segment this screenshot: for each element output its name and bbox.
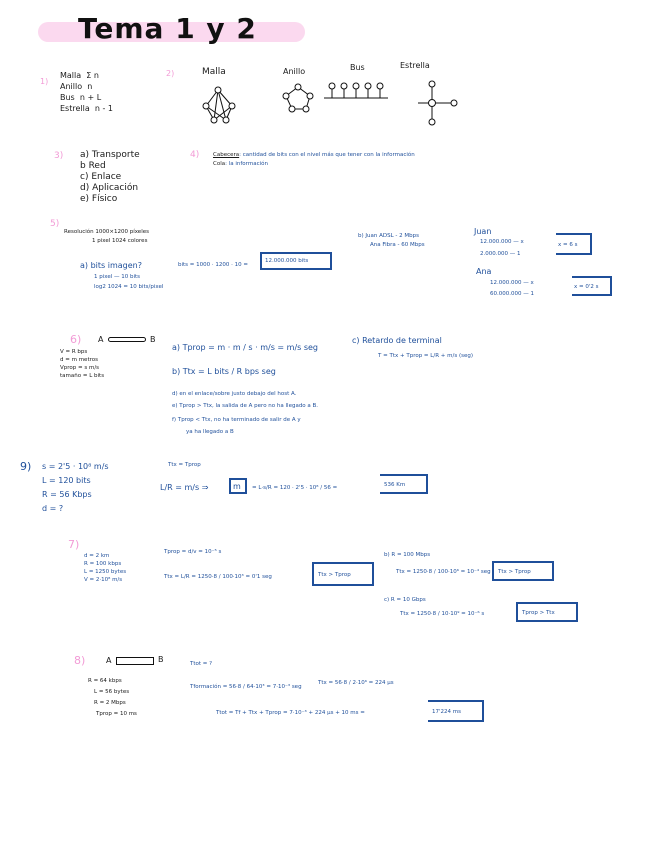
q1-row: Bus n + L (60, 93, 102, 102)
q9-condition: Ttx = Tprop (168, 462, 201, 468)
q1-row: Malla Σ n (60, 71, 99, 80)
q1-list (60, 70, 113, 114)
q5-a-formula: bits = 1000 · 1200 · 10 = (178, 262, 248, 268)
q6-number: 6) (70, 333, 82, 346)
q7-ttx: Ttx = L/R = 1250·8 / 100·10³ = 0'1 seg (164, 574, 272, 580)
topology-label-estrella: Estrella (400, 61, 430, 70)
osi-layer-item: c) Enlace (80, 172, 122, 182)
q6-c-formula: T = Ttx + Tprop = L/R + m/s (seg) (378, 353, 473, 359)
q5-ana-result-box (572, 276, 612, 296)
q8-number: 8) (74, 654, 86, 667)
ring-topology-icon (280, 82, 316, 116)
q6-b: b) Ttx = L bits / R bps seg (172, 367, 276, 376)
q7-c-result-box (516, 602, 578, 622)
osi-layers-list (80, 150, 140, 205)
q8-question: Ttot = ? (190, 661, 213, 667)
star-topology-icon (416, 78, 462, 128)
q7-tprop: Tprop = d/v = 10⁻⁵ s (164, 549, 222, 555)
q4-line-1: Cabecera: cantidad de bits con el nivel más que tener con la información (213, 152, 415, 158)
link-node-b: B (150, 335, 156, 344)
q5-number: 5) (50, 219, 60, 229)
q5-a-result: 12.000.000 bits (265, 258, 309, 264)
mesh-topology-icon (196, 84, 246, 128)
q8-result-box (428, 700, 484, 722)
q5-ana-result: x = 0'2 s (574, 284, 599, 290)
q5-a-result-box (260, 252, 332, 270)
bus-topology-icon (322, 80, 392, 102)
q1-row: Anillo n (60, 82, 93, 91)
link-node-b: B (158, 655, 164, 664)
q6-f-line1: f) Tprop < Ttx, no ha terminado de salir de A y (172, 417, 301, 423)
q7-c-formula: Ttx = 1250·8 / 10·10⁹ = 10⁻⁶ s (400, 611, 485, 617)
q5-juan-label: Juan (474, 227, 492, 236)
q6-a: a) Tprop = m · m / s · m/s = m/s seg (172, 343, 319, 352)
osi-layer-item: d) Aplicación (80, 183, 139, 193)
q9-number: 9) (20, 460, 32, 473)
page-title: Tema 1 y 2 (78, 12, 257, 45)
link-node-a: A (106, 656, 112, 665)
q6-e: e) Tprop > Ttx, la salida de A pero no ha llegado a B. (172, 403, 319, 409)
q8-result: 17'224 ms (432, 709, 461, 715)
q9-given: s = 2'5 · 10⁸ m/s L = 120 bits R = 56 Kbps d = ? (42, 462, 109, 513)
q7-a-result-box (312, 562, 374, 586)
q5-ana-rule-of-three: 12.000.000 — x 60.000.000 — 1 (490, 280, 534, 297)
q2-number: 2) (166, 69, 175, 78)
q5-juan-result: x = 6 s (558, 242, 578, 248)
q9-variable-box: m (229, 478, 247, 494)
topology-label-malla: Malla (202, 67, 226, 77)
osi-layer-item: b Red (80, 161, 106, 171)
q5-juan-result-box (556, 233, 592, 255)
osi-layer-item: a) Transporte (80, 150, 140, 160)
q7-given: d = 2 km R = 100 kbps L = 1250 bytes V = 2·10⁸ m/s (84, 553, 127, 583)
q9-result: 536 Km (384, 482, 406, 488)
q9-eq-left: L/R = m/s ⇒ (160, 483, 209, 492)
q5-b-given: b) Juan ADSL - 2 Mbps Ana Fibra - 60 Mbps (358, 233, 425, 248)
q6-d: d) en el enlace/sobre justo debajo del host A. (172, 391, 297, 397)
q8-ttx: Ttx = 56·8 / 2·10⁶ = 224 µs (318, 680, 394, 686)
q5-a-steps: 1 pixel — 10 bits log2 1024 = 10 bits/pixel (94, 274, 164, 290)
q8-ttot: Ttot = Tf + Ttx + Tprop = 7·10⁻³ + 224 µs + 10 ms = (216, 710, 365, 716)
q9-result-box (380, 474, 428, 494)
q4-number: 4) (190, 150, 200, 160)
q4-line-2: Cola: la información (213, 161, 268, 167)
q1-number: 1) (40, 77, 49, 86)
topology-label-bus: Bus (350, 63, 365, 72)
q6-f-line2: ya ha llegado a B (186, 429, 234, 435)
q7-b-formula: Ttx = 1250·8 / 100·10⁶ = 10⁻⁴ seg (396, 569, 491, 575)
osi-layer-item: e) Físico (80, 194, 118, 204)
q3-number: 3) (54, 151, 64, 161)
q7-c-result: Tprop > Ttx (522, 610, 555, 616)
link-cable-icon (108, 337, 146, 342)
topology-label-anillo: Anillo (283, 67, 306, 76)
q5-given: Resolución 1000×1200 píxeles 1 pixel 1024 colores (64, 229, 149, 244)
q1-row: Estrella n - 1 (60, 104, 113, 113)
q5-juan-rule-of-three: 12.000.000 — x 2.000.000 — 1 (480, 239, 524, 257)
q8-t-formacion: Tformación = 56·8 / 64·10³ = 7·10⁻³ seg (190, 684, 302, 690)
q9-eq-right: = L·s/R = 120 · 2'5 · 10⁸ / 56 = (252, 485, 338, 491)
q7-b-result: Ttx > Tprop (498, 569, 531, 575)
q6-given: V = R bps d = m metros Vprop = s m/s tamaño = L bits (60, 349, 105, 379)
link-cable-icon (116, 657, 154, 665)
q8-given: R = 64 kbps L = 56 bytes R = 2 Mbps Tprop = 10 ms (88, 678, 137, 717)
q6-c-title: c) Retardo de terminal (352, 336, 442, 345)
q7-number: 7) (68, 538, 80, 551)
q7-b-result-box (492, 561, 554, 581)
q7-a-result: Ttx > Tprop (318, 572, 351, 578)
q7-b-title: b) R = 100 Mbps (384, 552, 431, 558)
q5-ana-label: Ana (476, 267, 492, 276)
q7-c-title: c) R = 10 Gbps (384, 597, 426, 603)
q5-a-question: a) bits imagen? (80, 261, 142, 270)
link-node-a: A (98, 335, 104, 344)
